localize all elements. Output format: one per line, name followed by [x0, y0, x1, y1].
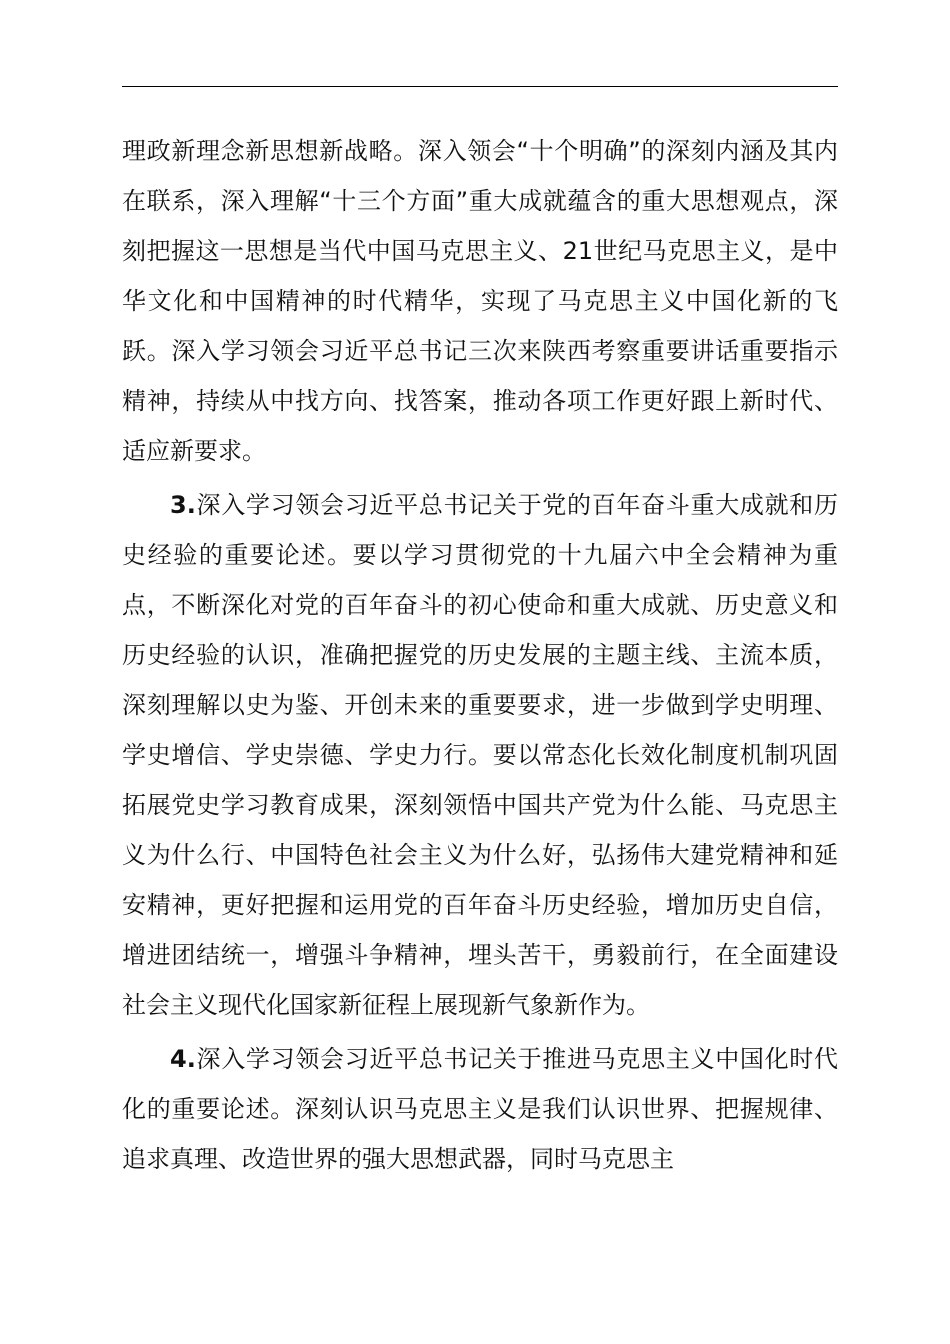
item-number: 3. [170, 491, 196, 519]
item-number: 4. [170, 1045, 196, 1073]
paragraph-continuation [122, 126, 838, 476]
paragraph-item-3 [122, 480, 838, 1030]
document-body [122, 126, 838, 1184]
paragraph-item-4 [122, 1034, 838, 1184]
paragraph-text: 深入学习领会习近平总书记关于党的百年奋斗重大成就和历史经验的重要论述。要以学习贯彻党的十九届六中全会精神为重点，不断深化对党的百年奋斗的初心使命和重大成就、历史意义和历史经验的认识，准确把握党的历史发展的主题主线、主流本质，深刻理解以史为鉴、开创未来的重要要求，进一步做到学史明理、学史增信、学史崇德、学史力行。要以常态化长效化制度机制巩固拓展党史学习教育成果，深刻领悟中国共产党为什么能、马克思主义为什么行、中国特色社会主义为什么好，弘扬伟大建党精神和延安精神，更好把握和运用党的百年奋斗历史经验，增加历史自信，增进团结统一，增强斗争精神，埋头苦干，勇毅前行，在全面建设社会主义现代化国家新征程上展现新气象新作为。 [122, 491, 838, 1019]
header-rule [122, 86, 838, 87]
paragraph-text: 深入学习领会习近平总书记关于推进马克思主义中国化时代化的重要论述。深刻认识马克思主义是我们认识世界、把握规律、追求真理、改造世界的强大思想武器，同时马克思主 [122, 1045, 838, 1173]
paragraph-text: 理政新理念新思想新战略。深入领会“十个明确”的深刻内涵及其内在联系，深入理解“十三个方面”重大成就蕴含的重大思想观点，深刻把握这一思想是当代中国马克思主义、21世纪马克思主义，是中华文化和中国精神的时代精华，实现了马克思主义中国化新的飞跃。深入学习领会习近平总书记三次来陕西考察重要讲话重要指示精神，持续从中找方向、找答案，推动各项工作更好跟上新时代、适应新要求。 [122, 137, 838, 465]
